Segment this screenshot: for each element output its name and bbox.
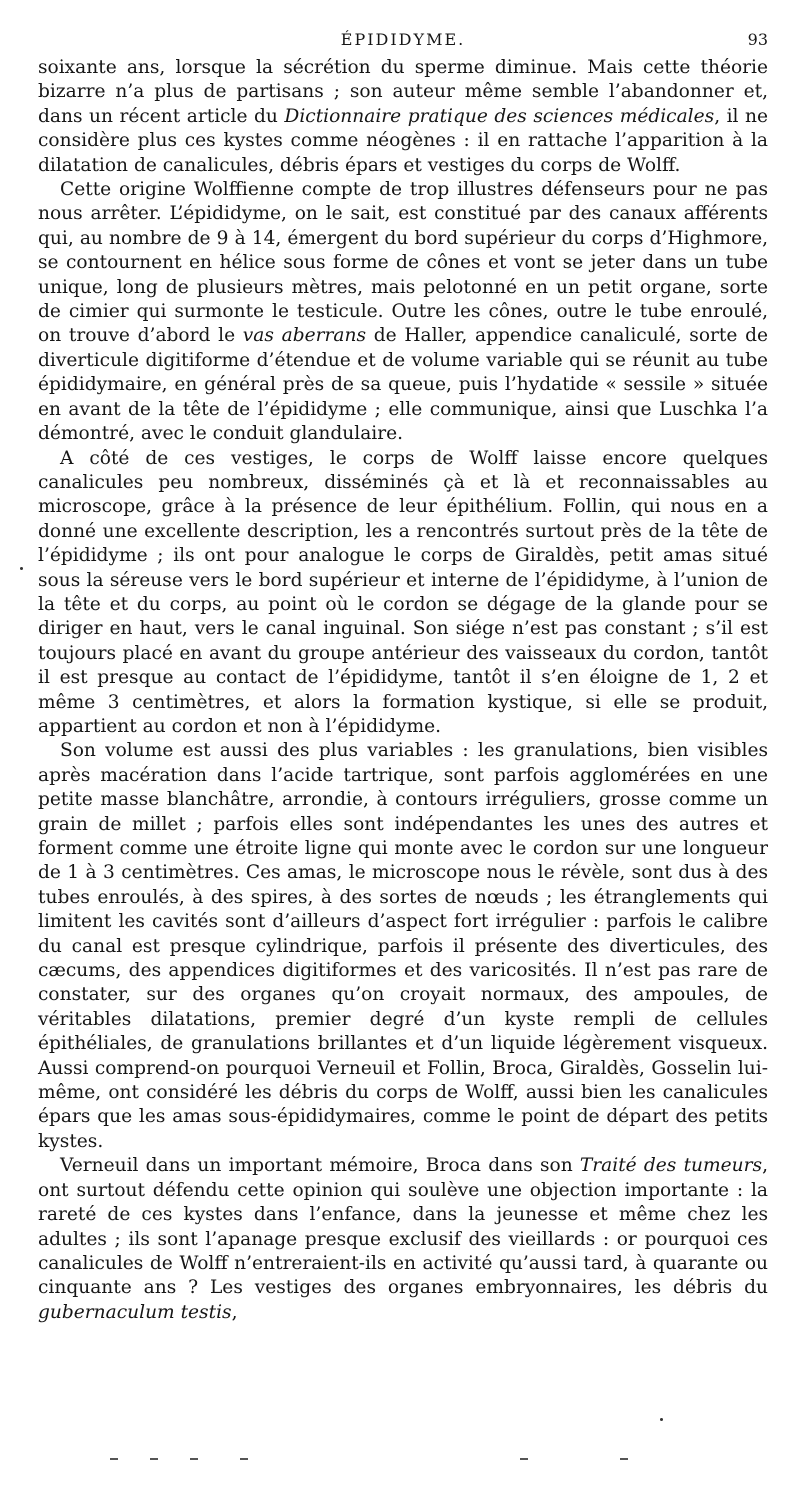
text-run: , ont surtout défendu cette opinion qui soulève une objection importante : la rareté de ces kystes dans l’enfance, dans la jeunesse et même chez les adultes ; ils sont l’apanage presque exclusif des vieillards : or pourquoi ces canalicules de Wolff n’entreraient-ils en activité qu’aussi tard, à quarante ou cinquante ans ? Les vestiges des organes embryonnaires, les débris du [38,1155,768,1299]
page-number: 93 [747,30,768,49]
italic-term: gubernaculum testis [38,1301,232,1323]
text-run: Cette origine Wolffienne compte de trop illustres défenseurs pour ne pas nous arrêter. L’épididyme, on le sait, est constitué par des canaux afférents qui, au nombre de 9 à 14, émergent du bord supérieur du corps d’Highmore, se contournent en hélice sous forme de cônes et vont se jeter dans un tube unique, long de plusieurs mètres, mais pelotonné en un petit organe, sorte de cimier qui surmonte le testicule. Outre les cônes, outre le tube enroulé, on trouve d’abord le [38,179,768,347]
paragraph-2 [38,178,768,446]
book-page [38,26,768,1325]
paragraph-3 [38,447,768,740]
text-run: soixante ans, lorsque la sécrétion du sperme diminue. Mais cette théorie bizarre n’a plus de partisans ; son auteur même semble l’abandonner et, dans un récent article du [38,57,768,127]
print-speck [660,1418,663,1421]
text-run: , il ne considère plus ces kystes comme néogènes : il en rattache l’apparition à la dilatation de canalicules, débris épars et vestiges du corps de Wolff. [38,105,768,176]
text-run: , [231,1301,238,1323]
footer-marks [110,1458,630,1464]
print-speck [20,567,23,570]
italic-term: Traité des tumeurs [579,1155,763,1177]
italic-term: Dictionnaire pratique des sciences médicales [284,105,715,127]
page-header [38,26,768,56]
running-title: ÉPIDIDYME. [340,30,466,49]
text-run: Verneuil dans un important mémoire, Broca dans son [60,1155,580,1177]
paragraph-5 [38,1154,768,1325]
text-run: Son volume est aussi des plus variables : les granulations, bien visibles après macération dans l’acide tartrique, sont parfois agglomérées en une petite masse blanchâtre, arrondie, à contours irréguliers, grosse comme un grain de millet ; parfois elles sont indépendantes les unes des autres et forment comme une étroite ligne qui monte avec le cordon sur une longueur de 1 à 3 centimètres. Ces amas, le microscope nous le révèle, sont dus à des tubes enroulés, à des spires, à des sortes de nœuds ; les étranglements qui limitent les cavités sont d’ailleurs d’aspect fort irrégulier : parfois le calibre du canal est presque cylindrique, parfois il présente des diverticules, des cæcums, des appendices digitiformes et des varicosités. Il n’est pas rare de constater, sur des organes qu’on croyait normaux, des ampoules, de véritables dilatations, premier degré d’un kyste rempli de cellules épithéliales, de granulations brillantes et d’un liquide légèrement visqueux. Aussi comprend-on pourquoi Verneuil et Follin, Broca, Giraldès, Gosselin lui-même, ont considéré les débris du corps de Wolff, aussi bien les canalicules épars que les amas sous-épididymaires, comme le point de départ des petits kystes. [38,740,768,1152]
paragraph-1 [38,56,768,178]
body-text [38,56,768,1325]
text-run: A côté de ces vestiges, le corps de Wolff laisse encore quelques canalicules peu nombreux, disséminés çà et là et reconnaissables au microscope, grâce à la présence de leur épithélium. Follin, qui nous en a donné une excellente description, les a rencontrés surtout près de la tête de l’épididyme ; ils ont pour analogue le corps de Giraldès, petit amas situé sous la séreuse vers le bord supérieur et interne de l’épididyme, à l’union de la tête et du corps, au point où le cordon se dégage de la glande pour se diriger en haut, vers le canal inguinal. Son siége n’est pas constant ; s’il est toujours placé en avant du groupe antérieur des vaisseaux du cordon, tantôt il est presque au contact de l’épididyme, tantôt il s’en éloigne de 1, 2 et même 3 centimètres, et alors la formation kystique, si elle se produit, appartient au cordon et non à l’épididyme. [38,447,768,737]
italic-term: vas aberrans [242,325,367,347]
text-run: de Haller, appendice canaliculé, sorte de diverticule digitiforme d’étendue et de volume variable qui se réunit au tube épididymaire, en général près de sa queue, puis l’hydatide « sessile » située en avant de la tête de l’épididyme ; elle communique, ainsi que Luschka l’a démontré, avec le conduit glandulaire. [38,325,768,445]
paragraph-4 [38,739,768,1154]
